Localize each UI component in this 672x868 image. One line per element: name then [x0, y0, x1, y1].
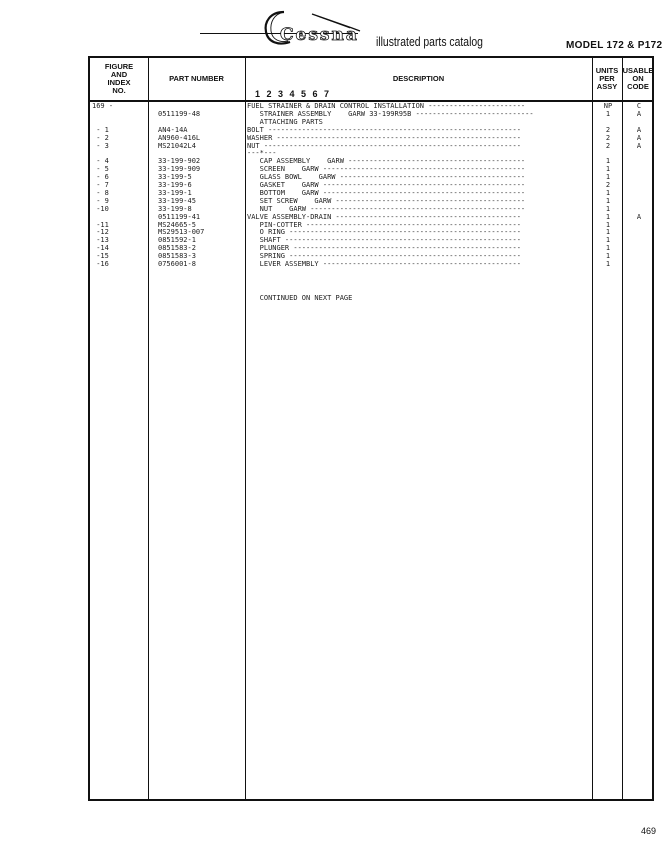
- row-description: PLUNGER ------------------------------------------------------: [247, 245, 521, 253]
- row-description: BOLT ------------------------------------------------------------: [247, 126, 521, 134]
- row-description: GASKET GARW ------------------------------------------------: [247, 182, 526, 189]
- row-index: - 4: [92, 157, 109, 166]
- row-units: 2: [605, 133, 611, 142]
- column-divider: [245, 58, 246, 799]
- indent-level-digits: 1 2 3 4 5 6 7: [255, 89, 332, 99]
- row-index: - 1: [92, 125, 109, 134]
- row-units: 2: [605, 181, 611, 189]
- col-usable-header: USABLE ON CODE: [622, 66, 654, 91]
- row-units: 1: [605, 212, 611, 221]
- row-description: STRAINER ASSEMBLY GARW 33-199R95B ----------------------------: [247, 110, 534, 118]
- row-description: VALVE ASSEMBLY-DRAIN --------------------------------------------: [247, 213, 521, 221]
- row-description: NUT -------------------------------------------------------------: [247, 142, 521, 150]
- row-part-number: AN960-416L: [158, 133, 201, 142]
- row-index: -10: [92, 204, 109, 213]
- row-description: ATTACHING PARTS: [247, 118, 323, 126]
- column-divider: [592, 58, 593, 799]
- row-index: -12: [92, 228, 109, 237]
- catalog-title: illustrated parts catalog: [376, 34, 483, 49]
- row-description: ---*---: [247, 150, 277, 158]
- col-figure-header: FIGURE AND INDEX NO.: [104, 62, 134, 95]
- row-units: 2: [605, 141, 611, 150]
- row-code: C: [636, 102, 642, 110]
- row-units: 2: [605, 125, 611, 134]
- row-index: - 6: [92, 173, 109, 182]
- row-index: - 8: [92, 188, 109, 197]
- row-description: LEVER ASSEMBLY -----------------------------------------------: [247, 261, 521, 268]
- row-units: 1: [605, 165, 611, 174]
- row-part-number: MS21042L4: [158, 141, 196, 150]
- row-description: WASHER ----------------------------------------------------------: [247, 134, 521, 142]
- row-index: -14: [92, 244, 109, 253]
- row-units: 1: [605, 244, 611, 253]
- row-part-number: 33-199-6: [158, 181, 192, 189]
- row-code: A: [636, 212, 642, 221]
- row-code: A: [636, 125, 642, 134]
- row-index: 169 -: [92, 102, 114, 110]
- row-part-number: 33-199-909: [158, 165, 201, 174]
- row-description: PIN-COTTER ---------------------------------------------------: [247, 221, 521, 229]
- row-units: 1: [605, 173, 611, 182]
- row-index: - 5: [92, 165, 109, 174]
- header-divider: [90, 100, 652, 102]
- row-description: SPRING -------------------------------------------------------: [247, 253, 521, 261]
- row-part-number: 33-199-1: [158, 188, 192, 197]
- row-description: FUEL STRAINER & DRAIN CONTROL INSTALLATION -----------------------: [247, 103, 526, 110]
- row-units: 1: [605, 252, 611, 261]
- row-index: -13: [92, 236, 109, 245]
- row-units: NP: [603, 102, 613, 110]
- parts-table: [88, 56, 654, 801]
- row-description: SCREEN GARW ------------------------------------------------: [247, 166, 526, 174]
- row-index: - 7: [92, 181, 109, 189]
- row-units: 1: [605, 157, 611, 166]
- row-part-number: 0511199-48: [158, 109, 201, 118]
- row-index: - 2: [92, 133, 109, 142]
- row-part-number: MS29513-007: [158, 228, 205, 237]
- column-divider: [622, 58, 623, 799]
- row-units: 1: [605, 220, 611, 229]
- row-part-number: 0756001-8: [158, 260, 196, 268]
- row-index: -11: [92, 220, 109, 229]
- row-units: 1: [605, 228, 611, 237]
- row-code: A: [636, 133, 642, 142]
- row-part-number: 33-199-5: [158, 173, 192, 182]
- row-description: SET SCREW GARW ---------------------------------------------: [247, 197, 526, 205]
- row-part-number: 0851592-1: [158, 236, 196, 245]
- row-description: SHAFT --------------------------------------------------------: [247, 237, 521, 245]
- continued-note: CONTINUED ON NEXT PAGE: [247, 293, 353, 302]
- row-description: GLASS BOWL GARW --------------------------------------------: [247, 174, 526, 182]
- row-units: 1: [605, 188, 611, 197]
- row-code: A: [636, 141, 642, 150]
- row-part-number: 0511199-41: [158, 212, 201, 221]
- row-units: 1: [605, 260, 611, 268]
- row-units: 1: [605, 236, 611, 245]
- page-number: 469: [641, 826, 657, 836]
- column-divider: [148, 58, 149, 799]
- row-description: BOTTOM GARW ------------------------------------------------: [247, 189, 526, 197]
- row-part-number: AN4-14A: [158, 125, 188, 134]
- row-part-number: 33-199-45: [158, 196, 196, 205]
- model-label: MODEL 172 & P172: [566, 40, 663, 51]
- col-description-header: DESCRIPTION: [392, 74, 445, 83]
- row-index: -15: [92, 252, 109, 261]
- row-part-number: 0851583-3: [158, 252, 196, 261]
- row-index: -16: [92, 260, 109, 268]
- row-part-number: MS24665-5: [158, 220, 196, 229]
- col-part-number-header: PART NUMBER: [169, 74, 224, 83]
- logo-wordmark: Cessna: [280, 25, 359, 45]
- row-part-number: 0851583-2: [158, 244, 196, 253]
- row-description: O RING -------------------------------------------------------: [247, 229, 521, 237]
- col-units-header: UNITS PER ASSY: [595, 66, 619, 91]
- row-part-number: 33-199-902: [158, 157, 201, 166]
- row-index: - 9: [92, 196, 109, 205]
- row-description: CAP ASSEMBLY GARW ------------------------------------------: [247, 158, 526, 166]
- row-units: 1: [605, 109, 611, 118]
- row-part-number: 33-199-8: [158, 204, 192, 213]
- row-units: 1: [605, 204, 611, 213]
- row-units: 1: [605, 196, 611, 205]
- row-description: NUT GARW ---------------------------------------------------: [247, 205, 526, 213]
- row-index: - 3: [92, 141, 109, 150]
- row-code: A: [636, 109, 642, 118]
